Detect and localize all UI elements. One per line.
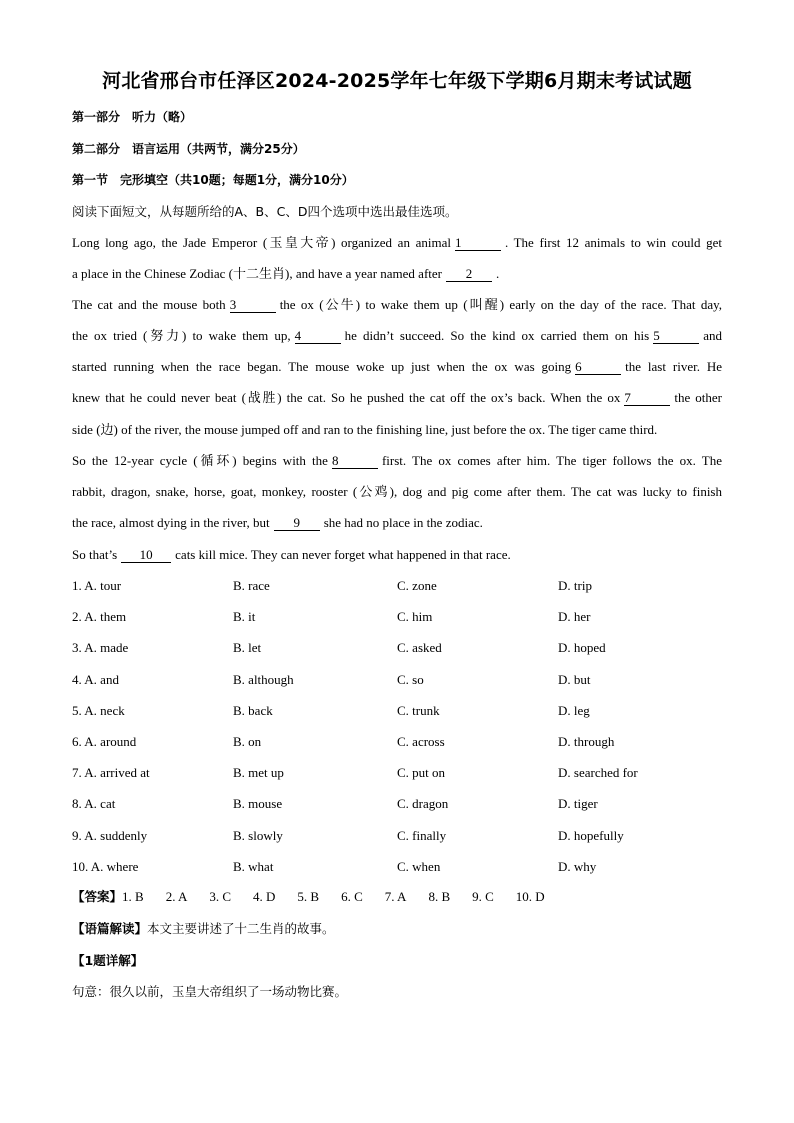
blank-8: 8 [332, 454, 378, 469]
option-6-a: 6. A. around [72, 734, 137, 749]
passage-text: So that’s [72, 547, 118, 562]
option-10-a: 10. A. where [72, 858, 139, 874]
option-4-d: D. but [558, 671, 591, 687]
option-10-d: D. why [558, 858, 597, 874]
option-5-b: B. back [233, 702, 273, 718]
answer-item: 4. D [253, 889, 276, 904]
option-1-d: D. trip [558, 578, 592, 593]
passage-line [72, 452, 722, 470]
passage-line [72, 296, 722, 314]
answer-item: 2. A [165, 889, 188, 904]
page-title: 河北省邢台市任泽区2024-2025学年七年级下学期6月期末考试试题 [102, 70, 692, 92]
blank-9: 9 [274, 516, 320, 531]
option-6-b: B. on [233, 734, 262, 749]
passage-text: a place in the Chinese Zodiac (十二生肖), and have a year named after [72, 266, 442, 281]
blank-3: 3 [230, 298, 276, 313]
option-7-d: D. searched for [558, 765, 638, 781]
answers-line [72, 888, 722, 906]
blank-4: 4 [295, 329, 341, 344]
passage-text: she had no place in the zodiac. [323, 515, 483, 530]
answer-items [122, 889, 567, 904]
passage-line: side (边) of the river, the mouse jumped off and ran to the finishing line, just before the ox. The tiger came third. [72, 422, 658, 437]
passage-line [72, 234, 722, 252]
option-7-c: C. put on [397, 765, 446, 781]
option-1-b: B. race [233, 578, 270, 593]
answer-item: 8. B [428, 889, 451, 904]
passage-text: first. The ox comes after him. The tiger follows the ox. The [381, 453, 722, 468]
passage-text: and [703, 328, 722, 343]
option-8-b: B. mouse [233, 796, 283, 812]
passage-line [72, 358, 722, 376]
passage-text: knew that he could never beat (战胜) the cat. So he pushed the cat off the ox’s back. When the ox [72, 390, 621, 405]
option-4-b: B. although [233, 671, 294, 687]
option-4-c: C. so [397, 671, 424, 687]
option-5-a: 5. A. neck [72, 702, 125, 718]
blank-6: 6 [575, 360, 621, 375]
option-5-d: D. leg [558, 702, 590, 718]
summary-label: 【语篇解读】 [72, 921, 148, 936]
option-2-b: B. it [233, 609, 256, 625]
passage-text: So the 12-year cycle (循环) begins with the [72, 453, 328, 468]
passage-text: the other [674, 390, 722, 405]
option-3-d: D. hoped [558, 640, 606, 656]
part-one-heading: 第一部分 听力（略） [72, 110, 193, 124]
passage-text: The cat and the mouse both [72, 297, 226, 312]
answer-item: 1. B [122, 889, 144, 904]
option-2-c: C. him [397, 609, 433, 625]
summary-text: 本文主要讲述了十二生肖的故事。 [147, 921, 335, 936]
option-9-a: 9. A. suddenly [72, 827, 148, 843]
option-3-b: B. let [233, 640, 262, 656]
option-8-a: 8. A. cat [72, 796, 116, 812]
option-2-a: 2. A. them [72, 609, 127, 625]
option-8-d: D. tiger [558, 796, 598, 812]
option-2-d: D. her [558, 609, 591, 625]
option-7-a: 7. A. arrived at [72, 765, 150, 781]
passage-text: the ox (公牛) to wake them up (叫醒) early on the day of the race. That day, [279, 297, 722, 312]
passage-text: the ox tried (努力) to wake them up, [72, 328, 291, 343]
option-10-c: C. when [397, 858, 441, 874]
passage-text: cats kill mice. They can never forget what happened in that race. [175, 547, 511, 562]
blank-1: 1 [455, 236, 501, 251]
sentence-meaning: 句意：很久以前，玉皇大帝组织了一场动物比赛。 [72, 984, 348, 999]
option-9-d: D. hopefully [558, 827, 624, 843]
detail-label: 【1题详解】 [72, 953, 144, 968]
passage-line [72, 327, 722, 345]
blank-2: 2 [446, 267, 492, 282]
passage-text: started running when the race began. The mouse woke up just when the ox was going [72, 359, 572, 374]
option-3-c: C. asked [397, 640, 442, 656]
passage-line [72, 389, 722, 407]
answer-item: 7. A [384, 889, 407, 904]
passage-text: . [495, 266, 500, 281]
option-1-c: C. zone [397, 578, 437, 593]
blank-7: 7 [624, 391, 670, 406]
instruction: 阅读下面短文，从每题所给的A、B、C、D四个选项中选出最佳选项。 [72, 204, 458, 219]
option-9-b: B. slowly [233, 827, 283, 843]
summary-line [72, 920, 722, 938]
answer-item: 9. C [472, 889, 494, 904]
option-1-a: 1. A. tour [72, 578, 122, 593]
option-5-c: C. trunk [397, 702, 440, 718]
answer-item: 3. C [209, 889, 232, 904]
section-one-heading: 第一节 完形填空（共10题；每题1分，满分10分） [72, 173, 354, 187]
option-3-a: 3. A. made [72, 640, 129, 656]
passage-line [72, 265, 722, 283]
blank-10: 10 [121, 548, 171, 563]
passage-line [72, 546, 722, 564]
passage-line [72, 514, 722, 532]
passage-text: he didn’t succeed. So the kind ox carried them on his [344, 328, 650, 343]
part-two-heading: 第二部分 语言运用（共两节，满分25分） [72, 142, 305, 156]
answer-item: 6. C [341, 889, 363, 904]
passage-text: . The first 12 animals to win could get [504, 235, 723, 250]
option-10-b: B. what [233, 858, 274, 874]
option-7-b: B. met up [233, 765, 284, 781]
answers-label: 【答案】 [72, 889, 123, 904]
passage-text: the race, almost dying in the river, but [72, 515, 270, 530]
passage-line: rabbit, dragon, snake, horse, goat, monkey, rooster (公鸡), dog and pig come after them. The cat was lucky to finish [72, 484, 722, 499]
passage-text: the last river. He [625, 359, 722, 374]
blank-5: 5 [653, 329, 699, 344]
option-6-c: C. across [397, 734, 445, 749]
option-4-a: 4. A. and [72, 671, 119, 687]
option-6-d: D. through [558, 734, 615, 749]
answer-item: 5. B [297, 889, 320, 904]
option-9-c: C. finally [397, 827, 447, 843]
answer-item: 10. D [515, 889, 545, 904]
option-8-c: C. dragon [397, 796, 449, 812]
passage-text: Long long ago, the Jade Emperor (玉皇大帝) organized an animal [72, 235, 451, 250]
